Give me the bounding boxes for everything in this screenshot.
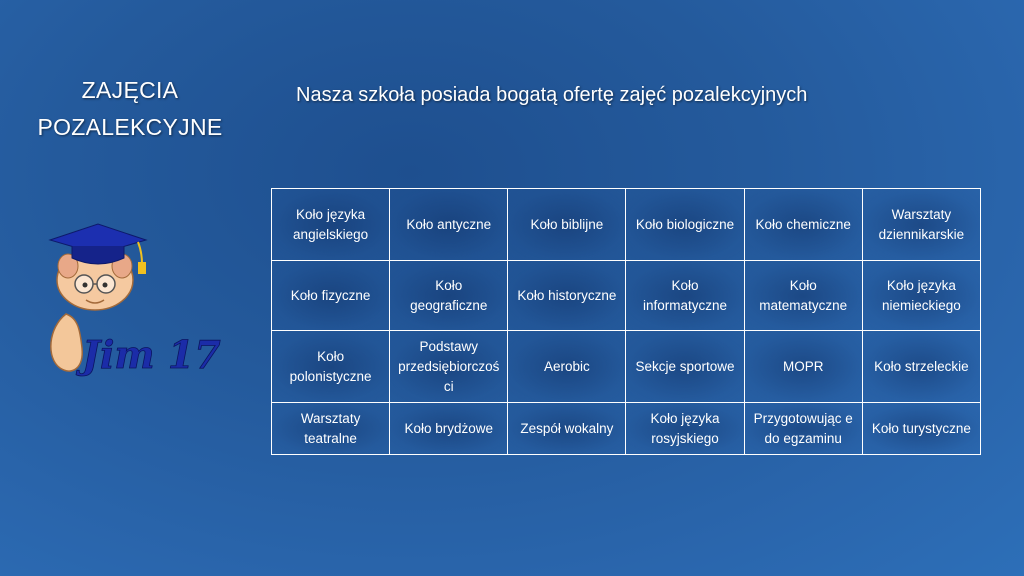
- logo-text: Jim 17: [82, 332, 221, 377]
- table-cell: MOPR: [744, 331, 862, 403]
- table-cell: Warsztaty dziennikarskie: [862, 189, 980, 261]
- school-mascot-logo: [38, 218, 223, 388]
- table-cell: Koło chemiczne: [744, 189, 862, 261]
- table-cell: Zespół wokalny: [508, 403, 626, 455]
- table-cell: Aerobic: [508, 331, 626, 403]
- table-cell: Koło biologiczne: [626, 189, 744, 261]
- table-row: [272, 403, 981, 455]
- table-cell: Koło matematyczne: [744, 261, 862, 331]
- table-cell: Koło biblijne: [508, 189, 626, 261]
- table-cell: Warsztaty teatralne: [272, 403, 390, 455]
- clubs-table: [271, 188, 981, 455]
- table-cell: Koło informatyczne: [626, 261, 744, 331]
- table-row: [272, 261, 981, 331]
- table-cell: Koło strzeleckie: [862, 331, 980, 403]
- table-cell: Koło turystyczne: [862, 403, 980, 455]
- table-cell: Koło języka rosyjskiego: [626, 403, 744, 455]
- table-cell: Koło języka angielskiego: [272, 189, 390, 261]
- table-row: [272, 189, 981, 261]
- table-cell: Koło historyczne: [508, 261, 626, 331]
- table-cell: Koło fizyczne: [272, 261, 390, 331]
- table-cell: Przygotowując e do egzaminu: [744, 403, 862, 455]
- table-cell: Koło polonistyczne: [272, 331, 390, 403]
- table-cell: Koło brydżowe: [390, 403, 508, 455]
- table-cell: Koło antyczne: [390, 189, 508, 261]
- table-cell: Sekcje sportowe: [626, 331, 744, 403]
- table-cell: Koło geograficzne: [390, 261, 508, 331]
- title-line-2: POZALEKCYJNE: [37, 114, 223, 140]
- title-line-1: ZAJĘCIA: [81, 77, 179, 103]
- table-cell: Podstawy przedsiębiorczości: [390, 331, 508, 403]
- table-cell: Koło języka niemieckiego: [862, 261, 980, 331]
- table-row: [272, 331, 981, 403]
- slide-subtitle: Nasza szkoła posiada bogatą ofertę zajęć pozalekcyjnych: [296, 84, 808, 106]
- slide-title: [20, 72, 240, 146]
